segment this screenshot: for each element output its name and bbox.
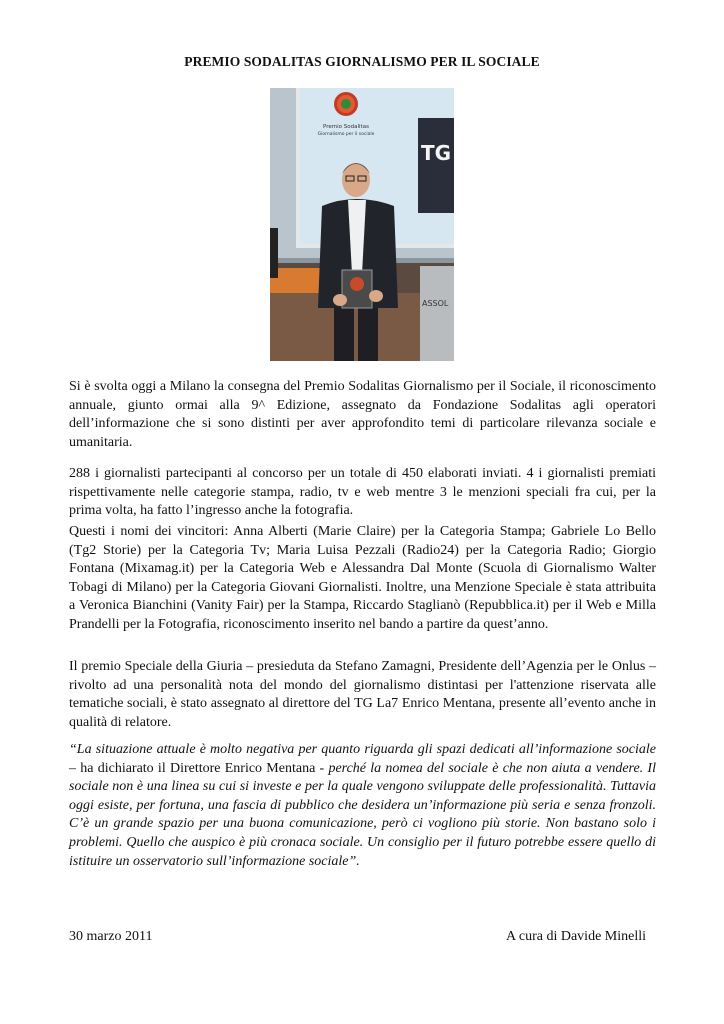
paragraph-intro: Si è svolta oggi a Milano la consegna del Premio Sodalitas Giornalismo per il Sociale, il riconoscimento annuale, giunto ormai alla 9^ Edizione, assegnato da Fondazione Sodalitas agli operatori dell’informazione che si sono distinti per aver approfondito temi di particolare rilevanza sociale e umanitaria.	[69, 379, 656, 450]
paragraph-quote	[69, 741, 656, 871]
award-photo	[270, 88, 454, 361]
screen-text: TG	[421, 141, 452, 165]
quote-part-b: perché la nomea del sociale è che non aiuta a vendere. Il sociale non è una linea su cui si investe e per la quale vengono sviluppate delle professionalità. Tuttavia oggi esiste, per fortuna, una fascia di pubblico che desidera un’informazione più seria e senza fronzoli. C’è un grande spazio per una buona comunicazione, però ci vogliono più storie. Non bastano solo i problemi. Quello che auspico è più cronaca sociale. Un consiglio per il futuro potrebbe essere quello di istituire un osservatorio sull’informazione sociale”.	[69, 760, 656, 869]
podium-text: ASSOL	[422, 299, 449, 308]
banner-text-1: Premio Sodalitas	[323, 124, 369, 130]
banner-text-2: Giornalismo per il sociale	[317, 132, 375, 137]
quote-attribution: – ha dichiarato il Direttore Enrico Mentana -	[69, 760, 329, 776]
photo-illustration	[270, 88, 454, 361]
page-title: PREMIO SODALITAS GIORNALISMO PER IL SOCIALE	[184, 54, 540, 69]
paragraph-jury-prize: Il premio Speciale della Giuria – presieduta da Stefano Zamagni, Presidente dell’Agenzia per le Onlus – rivolto ad una personalità nota del mondo del giornalismo distintasi per l'attenzione riservata alle tematiche sociali, è stato assegnato al direttore del TG La7 Enrico Mentana, presente all’evento anche in qualità di relatore.	[69, 659, 656, 730]
paragraph-winners: Questi i nomi dei vincitori: Anna Alberti (Marie Claire) per la Categoria Stampa; Gabriele Lo Bello (Tg2 Storie) per la Categoria Tv; Maria Luisa Pezzali (Radio24) per la Categoria Radio; Giorgio Fontana (Mixamag.it) per la Categoria Web e Alessandra Dal Monte (Scuola di Giornalismo Walter Tobagi di Milano) per la Categoria Giovani Giornalisti. Inoltre, una Menzione Speciale è stata attribuita a Veronica Bianchini (Vanity Fair) per la Stampa, Riccardo Staglianò (Repubblica.it) per il Web e Milla Prandelli per la Fotografia, riconoscimento inserito nel bando a partire da quest’anno.	[69, 524, 656, 632]
footer-date: 30 marzo 2011	[69, 929, 153, 944]
quote-part-a: “La situazione attuale è molto negativa per quanto riguarda gli spazi dedicati all’informazione sociale	[69, 742, 656, 757]
footer-author: A cura di Davide Minelli	[506, 929, 646, 944]
paragraph-participants: 288 i giornalisti partecipanti al concorso per un totale di 450 elaborati inviati. 4 i giornalisti premiati rispettivamente nelle categorie stampa, radio, tv e web mentre 3 le menzioni speciali fra cui, per la prima volta, ha fatto l’ingresso anche la fotografia.	[69, 466, 656, 519]
